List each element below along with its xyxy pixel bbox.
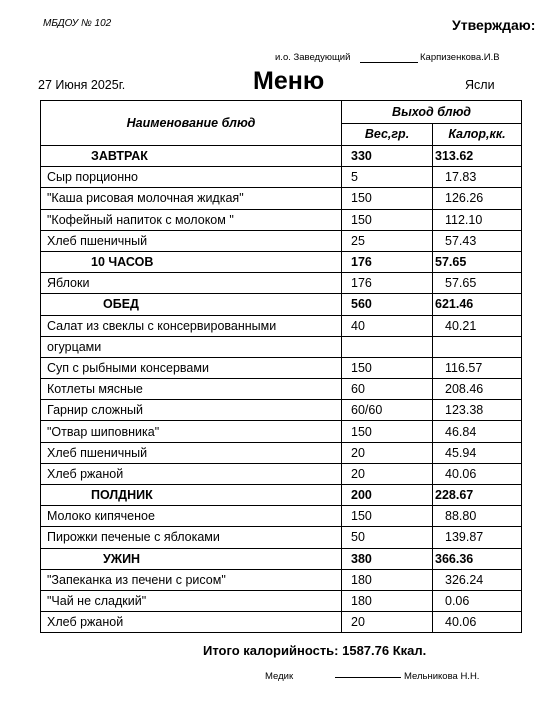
menu-table (40, 100, 522, 633)
dish-row (41, 230, 522, 251)
dish-calories: 46.84 (433, 421, 522, 442)
dish-weight: 25 (342, 230, 433, 251)
dish-name: "Запеканка из печени с рисом" (41, 569, 342, 590)
dish-name: "Чай не сладкий" (41, 590, 342, 611)
dish-name: Салат из свеклы с консервированными (41, 315, 342, 336)
dish-name: Хлеб ржаной (41, 612, 342, 633)
dish-weight: 150 (342, 506, 433, 527)
medic-name: Мельникова Н.Н. (404, 671, 480, 682)
dish-row (41, 569, 522, 590)
calorie-column-header: Калор,кк. (433, 123, 522, 146)
dish-name: Яблоки (41, 273, 342, 294)
dish-row (41, 421, 522, 442)
dish-name: Хлеб пшеничный (41, 442, 342, 463)
page-title: Меню (253, 67, 325, 95)
dish-weight: 330 (342, 146, 433, 167)
dish-name: ПОЛДНИК (41, 485, 342, 506)
approval-label: Утверждаю: (452, 17, 536, 33)
head-name: Карпизенкова.И.В (420, 52, 500, 63)
dish-name: ЗАВТРАК (41, 146, 342, 167)
dish-weight: 180 (342, 569, 433, 590)
dish-calories: 40.21 (433, 315, 522, 336)
dish-name: Молоко кипяченое (41, 506, 342, 527)
meal-section-row (41, 146, 522, 167)
dish-weight: 150 (342, 188, 433, 209)
dish-row (41, 506, 522, 527)
dish-weight: 5 (342, 167, 433, 188)
dish-calories: 40.06 (433, 612, 522, 633)
dish-calories: 88.80 (433, 506, 522, 527)
dish-calories: 112.10 (433, 209, 522, 230)
dish-calories: 57.43 (433, 230, 522, 251)
dish-name: Хлеб ржаной (41, 463, 342, 484)
menu-date: 27 Июня 2025г. (38, 78, 126, 92)
group-name: Ясли (465, 78, 495, 92)
dish-calories: 45.94 (433, 442, 522, 463)
meal-section-row (41, 485, 522, 506)
dish-calories: 228.67 (433, 485, 522, 506)
dish-name: "Отвар шиповника" (41, 421, 342, 442)
dish-weight: 150 (342, 209, 433, 230)
dish-calories: 313.62 (433, 146, 522, 167)
dish-calories: 40.06 (433, 463, 522, 484)
total-calories: Итого калорийность: 1587.76 Ккал. (203, 643, 427, 658)
dish-weight: 40 (342, 315, 433, 336)
dish-row (41, 273, 522, 294)
dish-name: УЖИН (41, 548, 342, 569)
dish-calories: 123.38 (433, 400, 522, 421)
meal-section-row (41, 294, 522, 315)
dish-weight: 60/60 (342, 400, 433, 421)
dish-name: Котлеты мясные (41, 379, 342, 400)
medic-label: Медик (265, 671, 294, 682)
dish-calories: 621.46 (433, 294, 522, 315)
dish-row (41, 400, 522, 421)
dish-name: Пирожки печеные с яблоками (41, 527, 342, 548)
dish-weight: 150 (342, 421, 433, 442)
dish-row (41, 379, 522, 400)
dish-weight: 20 (342, 442, 433, 463)
dish-calories: 366.36 (433, 548, 522, 569)
dish-calories: 116.57 (433, 357, 522, 378)
dish-row (41, 442, 522, 463)
dish-row (41, 209, 522, 230)
dish-weight: 180 (342, 590, 433, 611)
signature-line (360, 62, 418, 63)
dish-column-header: Наименование блюд (41, 101, 342, 146)
dish-calories: 126.26 (433, 188, 522, 209)
dish-name: 10 ЧАСОВ (41, 251, 342, 272)
dish-name: Сыр порционно (41, 167, 342, 188)
dish-calories: 57.65 (433, 273, 522, 294)
dish-name: огурцами (41, 336, 342, 357)
output-column-header: Выход блюд (342, 101, 522, 124)
dish-name: Суп с рыбными консервами (41, 357, 342, 378)
dish-calories: 208.46 (433, 379, 522, 400)
dish-calories: 57.65 (433, 251, 522, 272)
dish-row (41, 167, 522, 188)
dish-calories (433, 336, 522, 357)
dish-weight: 200 (342, 485, 433, 506)
organization-name: МБДОУ № 102 (43, 18, 112, 29)
dish-row (41, 315, 522, 336)
weight-column-header: Вес,гр. (342, 123, 433, 146)
dish-weight (342, 336, 433, 357)
dish-weight: 176 (342, 251, 433, 272)
meal-section-row (41, 251, 522, 272)
dish-weight: 176 (342, 273, 433, 294)
dish-weight: 60 (342, 379, 433, 400)
dish-weight: 150 (342, 357, 433, 378)
acting-head-label: и.о. Заведующий (275, 52, 351, 63)
dish-row (41, 357, 522, 378)
dish-calories: 17.83 (433, 167, 522, 188)
dish-row (41, 336, 522, 357)
dish-row (41, 463, 522, 484)
dish-name: ОБЕД (41, 294, 342, 315)
meal-section-row (41, 548, 522, 569)
dish-weight: 380 (342, 548, 433, 569)
dish-row (41, 188, 522, 209)
menu-table-body (41, 146, 522, 633)
dish-name: Хлеб пшеничный (41, 230, 342, 251)
dish-weight: 20 (342, 463, 433, 484)
dish-name: "Кофейный напиток с молоком " (41, 209, 342, 230)
dish-calories: 326.24 (433, 569, 522, 590)
dish-name: Гарнир сложный (41, 400, 342, 421)
dish-weight: 50 (342, 527, 433, 548)
dish-calories: 139.87 (433, 527, 522, 548)
dish-row (41, 590, 522, 611)
dish-row (41, 612, 522, 633)
dish-row (41, 527, 522, 548)
dish-calories: 0.06 (433, 590, 522, 611)
dish-weight: 20 (342, 612, 433, 633)
dish-weight: 560 (342, 294, 433, 315)
dish-name: "Каша рисовая молочная жидкая" (41, 188, 342, 209)
signature-line (335, 677, 401, 678)
